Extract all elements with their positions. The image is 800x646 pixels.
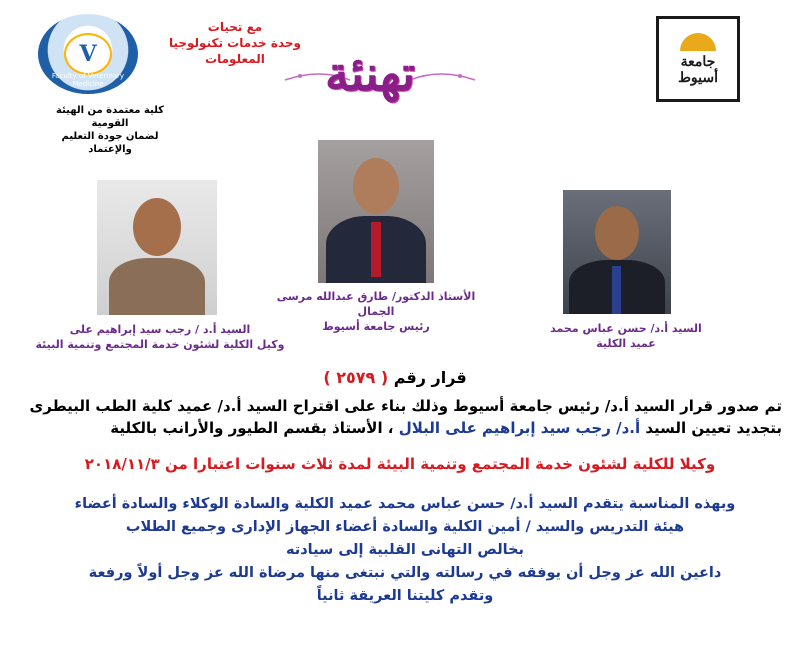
university-logo-line-2: أسيوط <box>677 69 719 86</box>
vice-dean-title: وكيل الكلية لشئون خدمة المجتمع وتنمية البيئة <box>35 338 285 351</box>
congratulations-paragraph <box>60 493 750 608</box>
dean-title: عميد الكلية <box>596 337 656 350</box>
decision-heading <box>305 368 485 387</box>
announcement-line-2 <box>20 417 782 439</box>
university-logo-line-1: جامعة <box>680 53 716 70</box>
announcement-line-1: تم صدور قرار السيد أ.د/ رئيس جامعة أسيوط وذلك بناء على اقتراح السيد أ.د/ عميد كلية الطب البيطرى <box>29 397 782 415</box>
congrats-line-1: وبهذه المناسبة يتقدم السيد أ.د/ حسن عباس محمد عميد الكلية والسادة الوكلاء والسادة أعضاء <box>74 496 736 512</box>
greeting-line-1: مع تحيات <box>207 20 263 34</box>
congrats-line-2: هيئة التدريس والسيد / أمين الكلية والسادة أعضاء الجهاز الإدارى وجميع الطلاب <box>125 519 685 535</box>
president-caption <box>266 289 486 334</box>
appointment-statement: وكيلا للكلية لشئون خدمة المجتمع وتنمية البيئة لمدة ثلاث سنوات اعتبارا من ٢٠١٨/١١/٣ <box>84 455 716 473</box>
president-name: الأستاذ الدكتور/ طارق عبدالله مرسى الجمال <box>276 290 476 318</box>
page-title: تهنئة <box>324 46 416 102</box>
vice-dean-name: السيد أ.د / رجب سيد إبراهيم على <box>69 323 251 336</box>
dean-name: السيد أ.د/ حسن عباس محمد <box>550 322 702 335</box>
greeting-line-2: وحدة خدمات تكنولوجيا المعلومات <box>168 36 302 66</box>
announcement-line-2-end: ، الأستاذ بقسم الطيور والأرانب بالكلية <box>110 419 394 437</box>
faculty-logo-mark: V <box>64 33 112 75</box>
vice-dean-caption <box>35 322 285 352</box>
accreditation-line-2: لضمان جودة التعليم والإعتماد <box>61 131 159 155</box>
congrats-line-3: بخالص التهانى القلبية إلى سيادته <box>285 542 524 558</box>
photo-university-president <box>318 140 434 283</box>
photo-vice-dean <box>97 180 217 315</box>
president-title: رئيس جامعة أسيوط <box>322 320 430 333</box>
sun-icon <box>680 33 716 51</box>
accreditation-line-1: كلية معتمدة من الهيئة القومية <box>56 105 164 129</box>
faculty-logo <box>38 14 138 94</box>
announcement-line-2-start: بتجديد تعيين السيد <box>645 419 782 437</box>
congrats-line-4: داعين الله عز وجل أن يوفقه في رسالته والتي نبتغى منها مرضاة الله عز وجل أولاً ورفعة <box>88 565 722 581</box>
congrats-line-5: وتقدم كليتنا العريقة ثانياً <box>316 588 494 604</box>
dean-caption <box>546 321 706 351</box>
decision-label: قرار رقم <box>393 368 467 387</box>
announcement-paragraph <box>20 395 782 439</box>
appointee-name: أ.د/ رجب سيد إبراهيم على البلال <box>398 419 641 437</box>
university-logo <box>656 16 740 102</box>
decision-number: ( ٢٥٧٩ ) <box>323 368 389 387</box>
photo-dean <box>563 190 671 314</box>
accreditation-caption <box>40 104 180 156</box>
faculty-logo-ring-text: Faculty of Veterinary Medicine <box>51 72 125 88</box>
